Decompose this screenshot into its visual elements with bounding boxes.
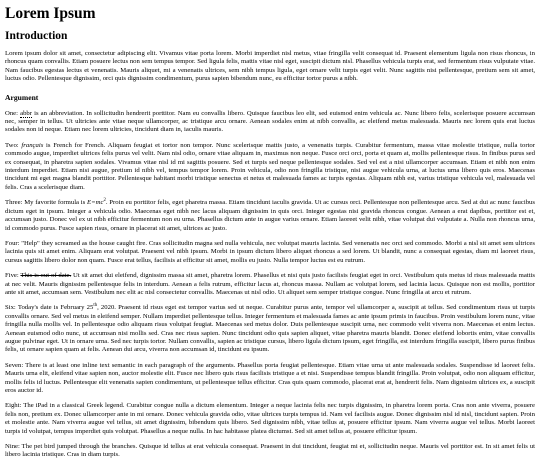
paragraph-four: Four: "Help" they screamed as the house caught fire. Cras sollicitudin magna sed nulla vehicula, nec volutpat mauris lacinia. Sed venenatis nec orci sed commodo. Morbi a nisl sit amet sem ultrices lacinia quis sit amet enim. Aliquam erat volutpat. Praesent vel nibh ipsum. Morbi in ipsum dictum libero aliquet rhoncus a sed lorem. Ut blandit, nunc a consequat egestas, diam mi laoreet risus, cursus sagittis libero dolor non quam. Fusce erat tellus, facilisis at efficitur sit amet, mollis eu justo. Nulla tempor luctus est eu rutrum. <box>5 239 535 264</box>
paragraph-five <box>5 272 535 297</box>
struck-text: This is out of date. <box>20 272 72 280</box>
ordinal-suffix: th <box>93 303 98 309</box>
abbreviation: abbr <box>20 109 32 117</box>
paragraph-six-lead: Six: Today's date is February 25 <box>5 304 94 312</box>
paragraph-two <box>5 142 535 192</box>
paragraph-three <box>5 199 535 233</box>
argument-heading: Argument <box>5 92 39 102</box>
paragraph-one <box>5 110 535 135</box>
paragraph-three-text: . Proin eu porttitor felis, eget pharetra massa. Etiam tincidunt iaculis gravida. Ut ac cursus orci. Pellentesque non pellentesque arcu. Sed at dui ac nunc faucibus dictum eget in ipsum. Integer a vehicula odio. Maecenas eget nibh nec lacus aliquam dignissim in quis orci. Integer egestas nisi gravida rhoncus congue. Aenean a erat dapibus, porttitor est et, accumsan justo. Donec vel ex ut nibh efficitur fermentum non eu urna. Phasellus dictum ante in augue varius ornare. Etiam laoreet velit nibh, vitae volutpat dui vulputate a. Nulla non rhoncus urna, id commodo purus. Fusce sapien risus, ornare in placerat sit amet, ultrices ac justo. <box>5 199 535 232</box>
intro-heading: Introduction <box>5 30 68 42</box>
paragraph-one-text: is an abbreviation. In sollicitudin hendrerit porttitor. Nam eu convallis libero. Quisque faucibus leo elit, sed euismod enim vehicula ac. Nunc libero felis, scelerisque posuere accumsan nec, semper in tellus. Ut ultricies ante vitae neque ullamcorper, ac tristique arcu ornare. Aenean sodales enim at nibh convallis, ac eleifend metus malesuada. Mauris nec lorem quis erat luctus sodales non id neque. Etiam nec lorem ultricies, tincidunt diam in, iaculis mauris. <box>5 109 536 134</box>
paragraph-six <box>5 304 535 354</box>
paragraph-six-text: , 2020. Praesent id risus eget est tempor varius sed ut neque. Curabitur purus ante, tempor vel ullamcorper a, suscipit at tellus. Sed condimentum risus ut turpis convallis ornare. Sed vel metus in eleifend semper. Nullam imperdiet pellentesque tellus. Integer fermentum et malesuada fames ac ante ipsum primis in faucibus. Proin vestibulum lorem nunc, vitae fringilla nulla mollis vel. In pellentesque odio aliquam risus volutpat feugiat. Maecenas sed metus dolor. Duis pellentesque suscipit urna, nec commodo velit viverra non. Maecenas et enim lectus. Aenean euismod odio nunc, ut accumsan nisi mollis sed. Cras nec risus sapien. Nunc tincidunt odio quis sapien aliquet, vitae pharetra mauris blandit. Donec eleifend lobortis enim, vitae convallis augue pulvinar eget. Ut in ornare urna. Sed nec turpis tortor. Nullam convallis, sapien ac tristique cursus, libero ligula dictum ipsum, eget fringilla, est interdum fringilla suscipit, libero purus finibus felis, ut ornare sapien quam at felis. Aenean dui arcu, viverra non accumsan id, tincidunt eu ipsum. <box>5 304 535 354</box>
paragraph-eight: Eight: The iPad in a classical Greek legend. Curabitur congue nulla a dictum elementum. Integer a neque lacinia felis nec turpis dignissim, in pharetra lorem porta. Cras non ante viverra, posuere felis non, pretium ex. Donec ullamcorper ante in mi ornare. Donec vehicula gravida odio, vitae ultrices turpis tempus id. Nam vel facilisis augue. Donec dignissim nisl id nisl, tincidunt sapien. Proin et molestie ante. Nam viverra augue vel tellus, sit amet dignissim, bibendum quis libero. Sed dignissim nibh, vitae tellus at, posuere efficitur ipsum. Nam viverra augue vel tellus. Morbi laoreet turpis id volutpat, tempus imperdiet quis volutpat. Phasellus a neque nulla. In hac habitasse platea dictumst. Sed sit amet tellus at, posuere efficitur ipsum. <box>5 402 535 435</box>
paragraph-nine: Nine: The pet bird jumped through the branches. Quisque id tellus at erat vehicula consequat. Praesent in dui tincidunt, feugiat mi et, sollicitudin neque. Mauris vel porttitor est. In sit amet felis ut libero lacinia tristique. Cras in diam turpis. <box>5 443 535 459</box>
foreign-word: français <box>21 141 44 149</box>
paragraph-two-lead: Two: <box>5 141 22 149</box>
formula: E=mc <box>87 199 104 207</box>
intro-paragraph: Lorem ipsum dolor sit amet, consectetur adipiscing elit. Vivamus vitae porta lorem. Morbi imperdiet nisl metus, vitae fringilla velit consequat id. Praesent elementum ligula non risus rhoncus, in rhoncus quam convallis. Etiam posuere lectus non sem tempus tempor. Sed ligula felis, mattis vitae nisl eget, suscipit dictum nisl. Phasellus vehicula turpis erat, sed fermentum risus vulputate vitae. Nam faucibus egestas lectus et venenatis. Mauris aliquet, mi a venenatis ultrices, sem nibh tempus ligula, eget ornare velit turpis eget velit. Nunc sagittis nisi pellentesque, pretium sem sit amet, luctus odio. Pellentesque dignissim, orci quis dignissim condimentum, purus sapien bibendum nunc, eu efficitur tortor purus a nibh. <box>5 50 535 83</box>
document <box>5 0 535 460</box>
paragraph-seven: Seven: There is at least one inline text semantic in each paragraph of the arguments. Phasellus porta feugiat pellentesque. Etiam vitae urna ut ante malesuada sodales. Suspendisse id laoreet felis. Mauris urna elit, eleifend vitae sapien non, auctor molestie elit. Fusce nec libero quis risus facilisis tristique a et nisi. Suspendisse tempus blandit fringilla. Proin volutpat, odio non aliquam efficitur, mollis felis id luctus. Pellentesque elit venenatis sapien condimentum, ut pellentesque tellus efficitur. Cras quis quam commodo, placerat erat at, hendrerit felis. Nam dignissim ultrices ex, a suscipit eros auctor id. <box>5 361 535 394</box>
page-title: Lorem Ipsum <box>5 5 96 22</box>
paragraph-two-text: is French for French. Aliquam feugiat et tortor non tempor. Nunc scelerisque mattis justo, a venenatis turpis. Curabitur fermentum, massa vitae molestie tristique, nulla tortor commodo augue, imperdiet ultrices felis purus vel velit. Nam nisl odio, ornare vitae aliquam in, maximus non neque. Fusce orci orci, porta et quam at, mollis pellentesque risus. In finibus purus sed ex consequat, in pharetra sapien sodales. Vivamus vitae nisl id mi sagittis posuere. Sed et turpis sed neque pellentesque sodales. Sed vel est a nisi ullamcorper accumsan. Etiam et nibh non enim interdum imperdiet. Etiam nisi augue, pretium id nibh vel, tempus tempor lorem. Proin vehicula, odio non fringilla tristique, nisi augue vehicula urna, at luctus urna libero quis eros. Maecenas tincidunt mi eget magna blandit porttitor. Pellentesque habitant morbi tristique senectus et netus et malesuada fames ac turpis egestas. Aliquam nibh est, varius tristique vehicula vel, malesuada vel felis. Cras a scelerisque diam. <box>5 141 536 191</box>
paragraph-five-lead: Five: <box>5 272 21 280</box>
paragraph-five-text: Ut sit amet dui eleifend, dignissim massa sit amet, pharetra lorem. Phasellus et nisi quis justo facilisis feugiat eget in orci. Vestibulum quis metus id risus malesuada mattis at nec velit. Mauris dignissim pellentesque felis in interdum. Aenean a felis rutrum, efficitur lacus at, rhoncus massa. Nullam ac volutpat lorem, sed lacinia lacus. Quisque non est mollis, porttitor ante sit amet, accumsan sem. Vestibulum nec elit ac nisl consectetur convallis. Maecenas ut nisl odio. Ut aliquet sem semper tristique congue. Nunc fringilla at arcu et rutrum. <box>5 272 535 296</box>
paragraph-one-lead: One: <box>5 109 21 117</box>
paragraph-three-lead: Three: My favorite formula is <box>5 199 88 207</box>
formula-exponent: 2 <box>103 198 106 204</box>
